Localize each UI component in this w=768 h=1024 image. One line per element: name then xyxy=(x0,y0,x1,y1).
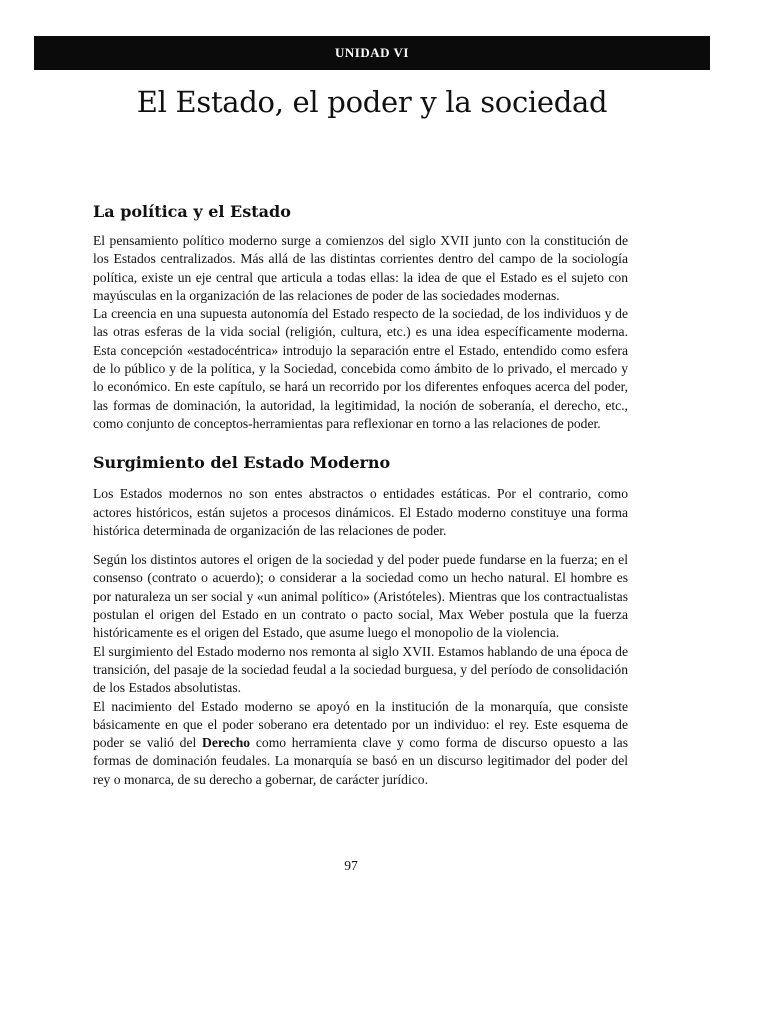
paragraph: Los Estados modernos no son entes abstractos o entidades estáticas. Por el contrario, como actores históricos, están sujetos a procesos dinámicos. El Estado moderno constituye una forma histórica determinada de organización de las relaciones de poder. xyxy=(93,486,628,538)
paragraph xyxy=(93,698,628,789)
section-heading-surgimiento: Surgimiento del Estado Moderno xyxy=(93,453,391,473)
emphasis-derecho: Derecho xyxy=(202,735,251,751)
paragraph-text: El nacimiento del Estado moderno se apoyó en la institución de la monarquía, que consiste básicamente en que el poder soberano era detentado por un individuo: el rey. Este esquema de poder se valió del xyxy=(93,698,628,751)
page-content xyxy=(93,198,628,789)
paragraph: Según los distintos autores el origen de la sociedad y del poder puede fundarse en la fuerza; en el consenso (contrato o acuerdo); o considerar a la sociedad como un hecho natural. El hombre es por naturaleza un ser social y «un animal político» (Aristóteles). Mientras que los contractualistas postulan el origen del Estado en un contrato o pacto social, Max Weber postula que la fuerza históricamente es el origen del Estado, que asume luego el monopolio de la violencia. xyxy=(93,552,628,641)
unit-banner xyxy=(34,36,710,70)
page-title: El Estado, el poder y la sociedad xyxy=(136,85,608,119)
paragraph: El surgimiento del Estado moderno nos remonta al siglo XVII. Estamos hablando de una época de transición, del pasaje de la sociedad feudal a la sociedad burguesa, y del período de consolidación de los Estados absolutistas. xyxy=(93,643,628,696)
unit-label: UNIDAD VI xyxy=(335,45,409,60)
paragraph-text: como herramienta clave y como forma de discurso opuesto a las formas de dominación feudales. La monarquía se basó en un discurso legitimador del poder del rey o monarca, de su derecho a gobernar, de carácter jurídico. xyxy=(93,735,629,787)
section-heading-politica: La política y el Estado xyxy=(93,202,291,221)
page-number: 97 xyxy=(344,858,358,873)
paragraph: La creencia en una supuesta autonomía del Estado respecto de la sociedad, de los individuos y de las otras esferas de la vida social (religión, cultura, etc.) es una idea específicamente moderna. Esta concepción «estadocéntrica» introdujo la separación entre el Estado, entendido como esfera de lo público y de la política, y la Sociedad, concebida como ámbito de lo privado, el mercado y lo económico. En este capítulo, se hará un recorrido por los diferentes enfoques acerca del poder, las formas de dominación, la autoridad, la legitimidad, la noción de soberanía, el derecho, etc., como conjunto de conceptos-herramientas para reflexionar en torno a las relaciones de poder. xyxy=(93,306,628,431)
paragraph: El pensamiento político moderno surge a comienzos del siglo XVII junto con la constitución de los Estados centralizados. Más allá de las distintas corrientes dentro del campo de la sociología política, existe un eje central que articula a todas ellas: la idea de que el Estado es el sujeto con mayúsculas en la organización de las relaciones de poder de las sociedades modernas. xyxy=(93,233,628,303)
